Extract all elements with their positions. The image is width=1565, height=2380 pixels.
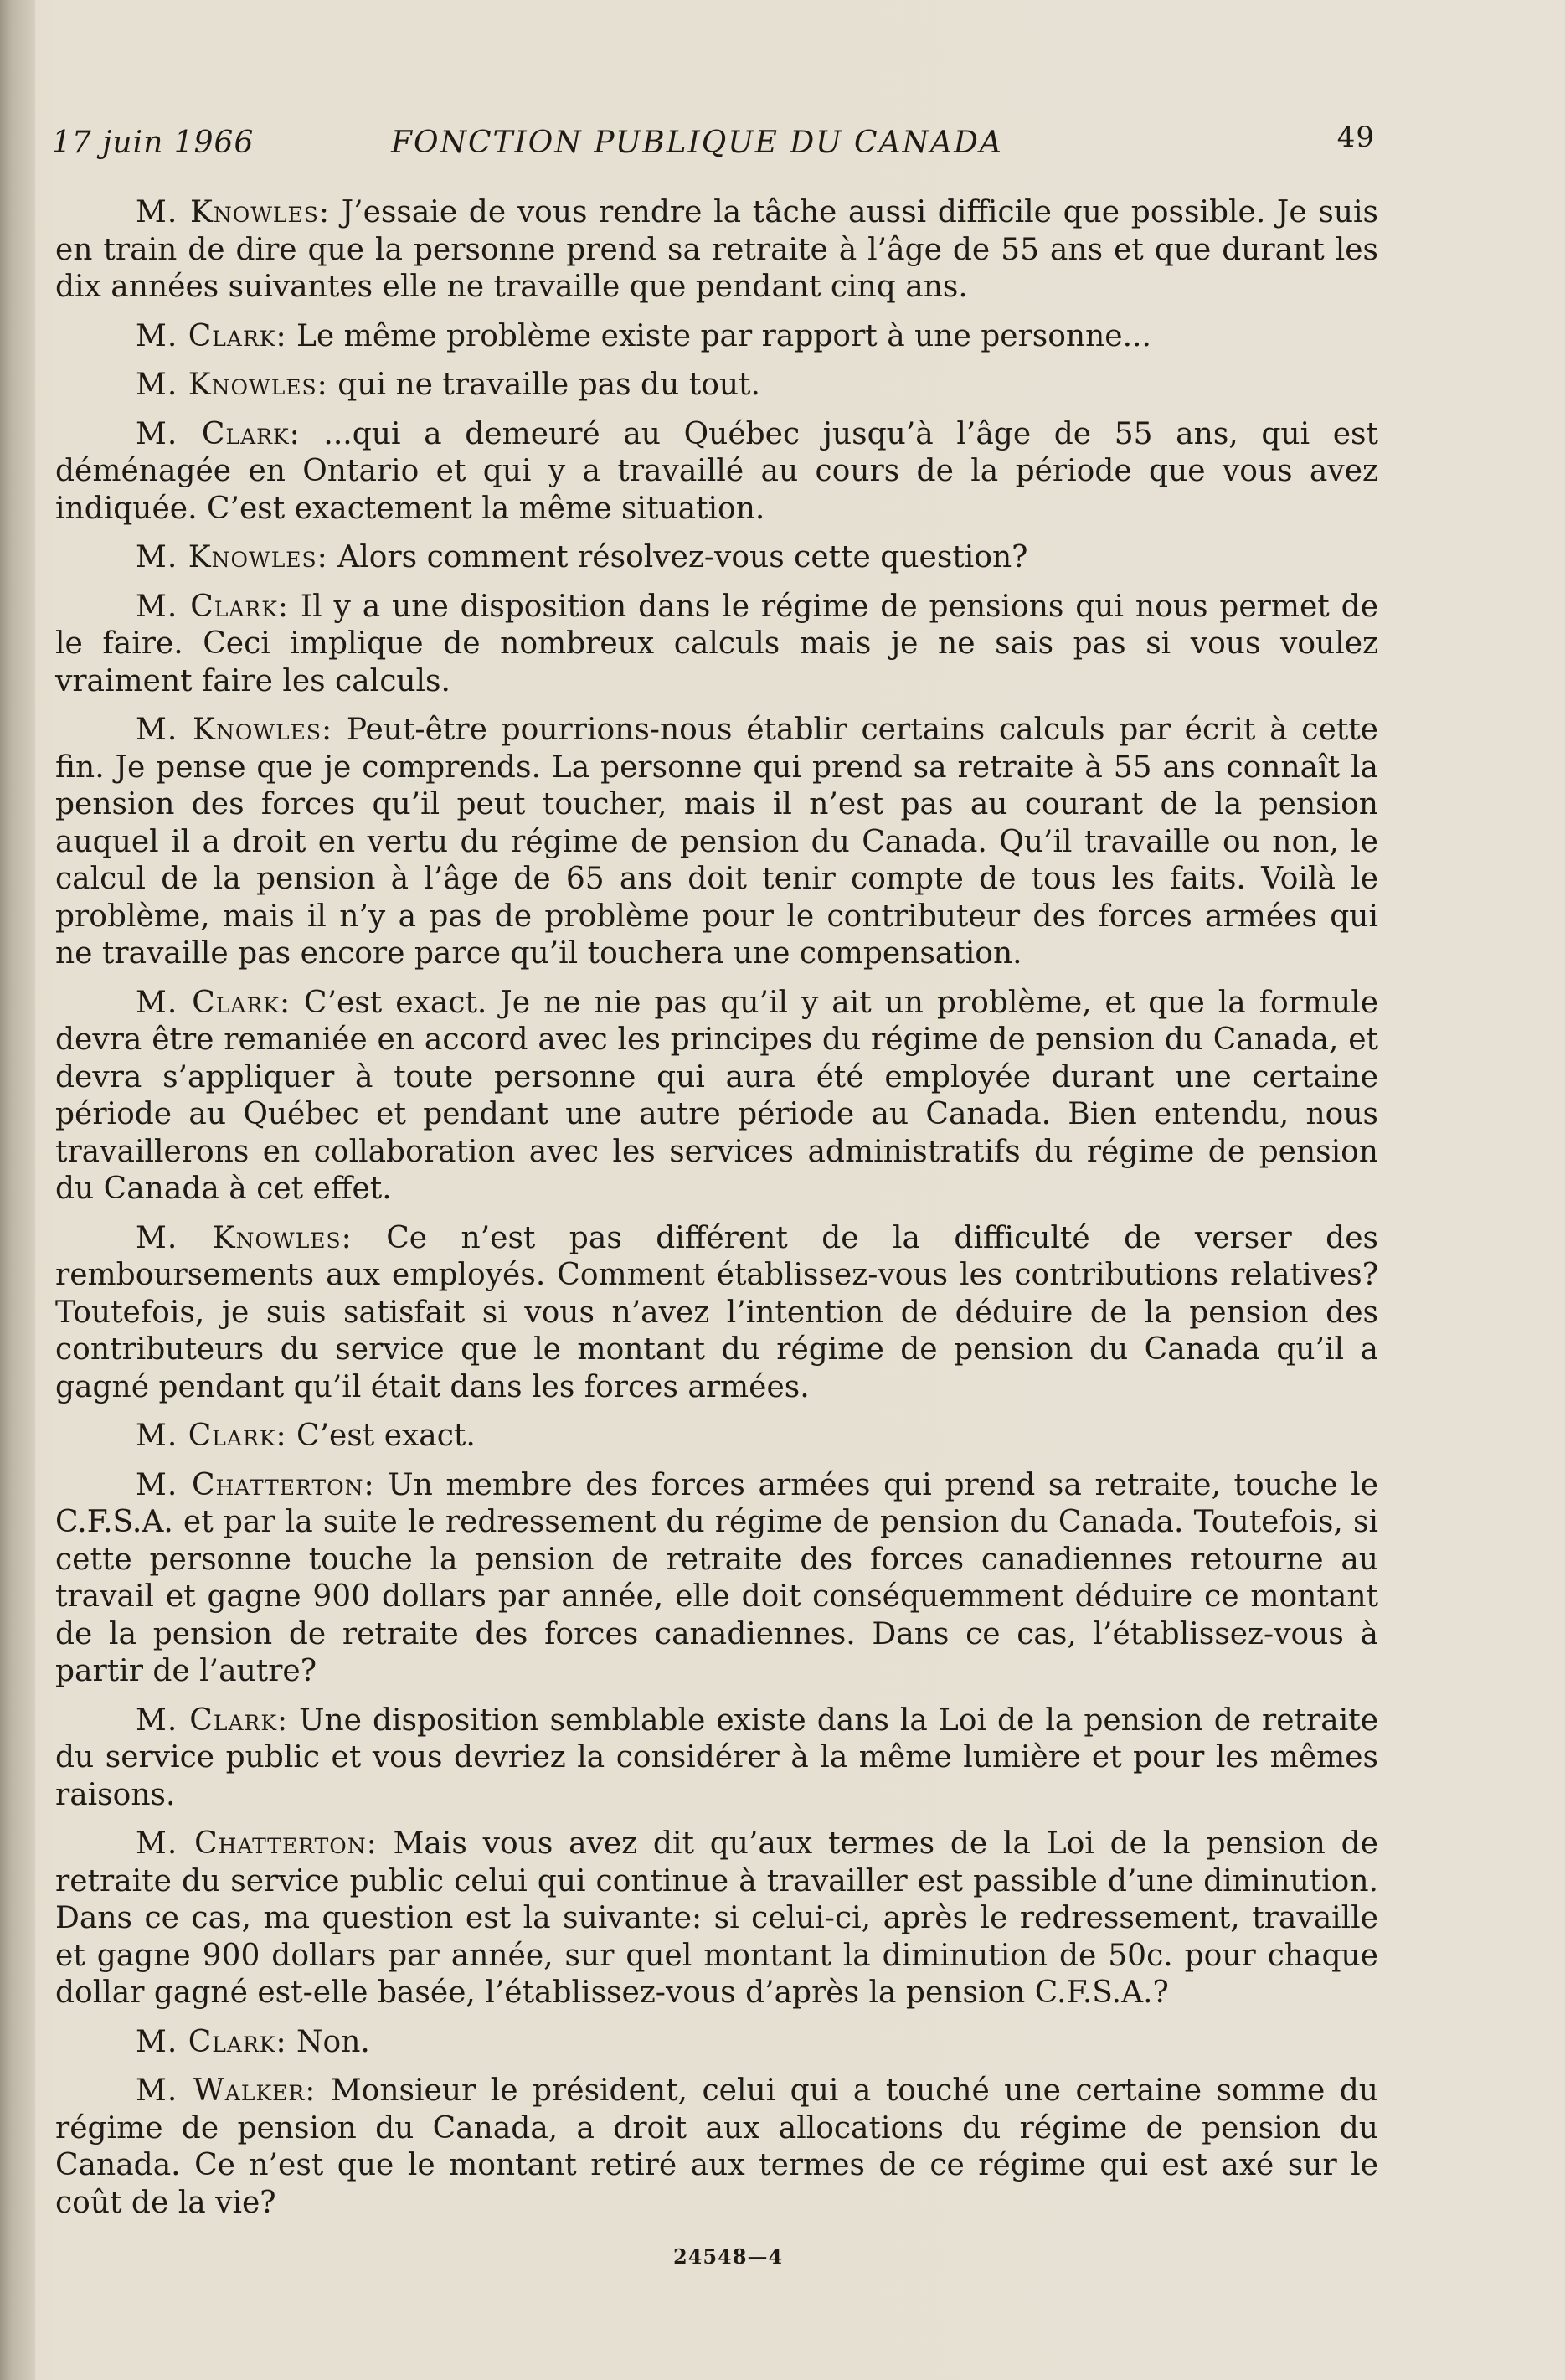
speaker-name: M. Clark: [136,1703,289,1738]
paragraph-text: Il y a une disposition dans le régime de pensions qui nous permet de le faire. Ceci implique de nombreux calculs mais je ne sais pas si vous voulez vraiment faire les calculs. [55,589,1378,698]
paragraph [55,416,1378,528]
page-number: 49 [1336,121,1375,154]
speaker-name: M. Knowles: [136,713,333,747]
paragraph [55,589,1378,701]
header-title: FONCTION PUBLIQUE DU CANADA [391,126,1003,160]
paragraph-text: Peut-être pourrions-nous établir certains calculs par écrit à cette fin. Je pense que je comprends. La personne qui prend sa retraite à 55 ans connaît la pension des forces qu’il peut toucher, mais il n’est pas au courant de la pension auquel il a droit en vertu du régime de pension du Canada. Qu’il travaille ou non, le calcul de la pension à l’âge de 65 ans doit tenir compte de tous les faits. Voilà le problème, mais il n’y a pas de problème pour le contributeur des forces armées qui ne travaille pas encore parce qu’il touchera une compensation. [55,713,1378,971]
paragraph [55,2073,1378,2222]
speaker-name: M. Knowles: [136,1220,353,1255]
speaker-name: M. Clark: [136,2024,287,2059]
speaker-name: M. Clark: [136,416,301,451]
running-header [52,121,1375,176]
speaker-name: M. Clark: [136,985,291,1020]
speaker-name: M. Knowles: [136,195,331,229]
paragraph-text: C’est exact. Je ne nie pas qu’il y ait un problème, et que la formule devra être remaniée en accord avec les principes du régime de pension du Canada, et devra s’appliquer à toute personne qui aura été employée durant une certaine période au Québec et pendant une autre période au Canada. Bien entendu, nous travaillerons en collaboration avec les services administratifs du régime de pension du Canada à cet effet. [55,985,1379,1206]
paragraph [55,1418,1378,1455]
binding-gutter [0,0,35,2380]
speaker-name: M. Knowles: [136,540,328,574]
speaker-name: M. Chatterton: [136,1467,375,1502]
paragraph-text: Un membre des forces armées qui prend sa retraite, touche le C.F.S.A. et par la suite le redressement du régime de pension du Canada. Toutefois, si cette personne touche la pension de retraite des forces canadiennes retourne au travail et gagne 900 dollars par année, elle doit conséquemment déduire ce montant de la pension de retraite des forces canadiennes. Dans ce cas, l’établissez-vous à partir de l’autre? [55,1467,1378,1688]
paragraph-text: Alors comment résolvez-vous cette question? [327,540,1028,574]
paragraph [55,985,1378,1208]
paragraph-text: J’essaie de vous rendre la tâche aussi difficile que possible. Je suis en train de dire que la personne prend sa retraite à l’âge de 55 ans et que durant les dix années suivantes elle ne travaille que pendant cinq ans. [55,195,1378,304]
paragraph-text: C’est exact. [286,1419,476,1453]
paragraph-text: Monsieur le président, celui qui a touché une certaine somme du régime de pension du Canada, a droit aux allocations du régime de pension du Canada. Ce n’est que le montant retiré aux termes de ce régime qui est axé sur le coût de la vie? [55,2073,1378,2220]
header-date: 17 juin 1966 [52,126,255,160]
page-footer-code: 24548—4 [673,2244,784,2269]
paragraph-text: Non. [286,2024,370,2059]
speaker-name: M. Clark: [136,589,290,624]
paragraph [55,194,1378,307]
speaker-name: M. Clark: [136,1419,287,1453]
paragraph [55,539,1378,577]
paragraph [55,367,1378,404]
paragraph [55,1703,1378,1815]
speaker-name: M. Chatterton: [136,1826,378,1861]
speaker-name: M. Clark: [136,318,287,353]
speaker-name: M. Knowles: [136,368,328,402]
paragraph [55,1467,1378,1691]
paragraph-text: Le même problème existe par rapport à une personne... [286,318,1151,353]
speaker-name: M. Walker: [136,2073,317,2108]
paragraph-text: Mais vous avez dit qu’aux termes de la Loi de la pension de retraite du service public celui qui continue à travailler est passible d’une diminution. Dans ce cas, ma question est la suivante: si celui-ci, après le redressement, travaille et gagne 900 dollars par année, sur quel montant la diminution de 50c. pour chaque dollar gagné est-elle basée, l’établissez-vous d’après la pension C.F.S.A.? [55,1826,1378,2010]
paragraph [55,1826,1378,2012]
paragraph-text: ...qui a demeuré au Québec jusqu’à l’âge de 55 ans, qui est déménagée en Ontario et qui y a travaillé au cours de la période que vous avez indiquée. C’est exactement la même situation. [55,416,1379,526]
paragraph [55,712,1378,973]
paragraph [55,1220,1378,1407]
paragraph-text: Ce n’est pas différent de la difficulté de verser des remboursements aux employés. Comment établissez-vous les contributions relatives? Toutefois, je suis satisfait si vous n’avez l’intention de déduire de la pension des contributeurs du service que le montant du régime de pension du Canada qu’il a gagné pendant qu’il était dans les forces armées. [55,1220,1378,1404]
paragraph [55,318,1378,356]
paragraph [55,2024,1378,2062]
paragraph-text: Une disposition semblable existe dans la Loi de la pension de retraite du service public et vous devriez la considérer à la même lumière et pour les mêmes raisons. [55,1703,1378,1812]
paragraph-text: qui ne travaille pas du tout. [327,368,760,402]
transcript-body [55,194,1378,2233]
